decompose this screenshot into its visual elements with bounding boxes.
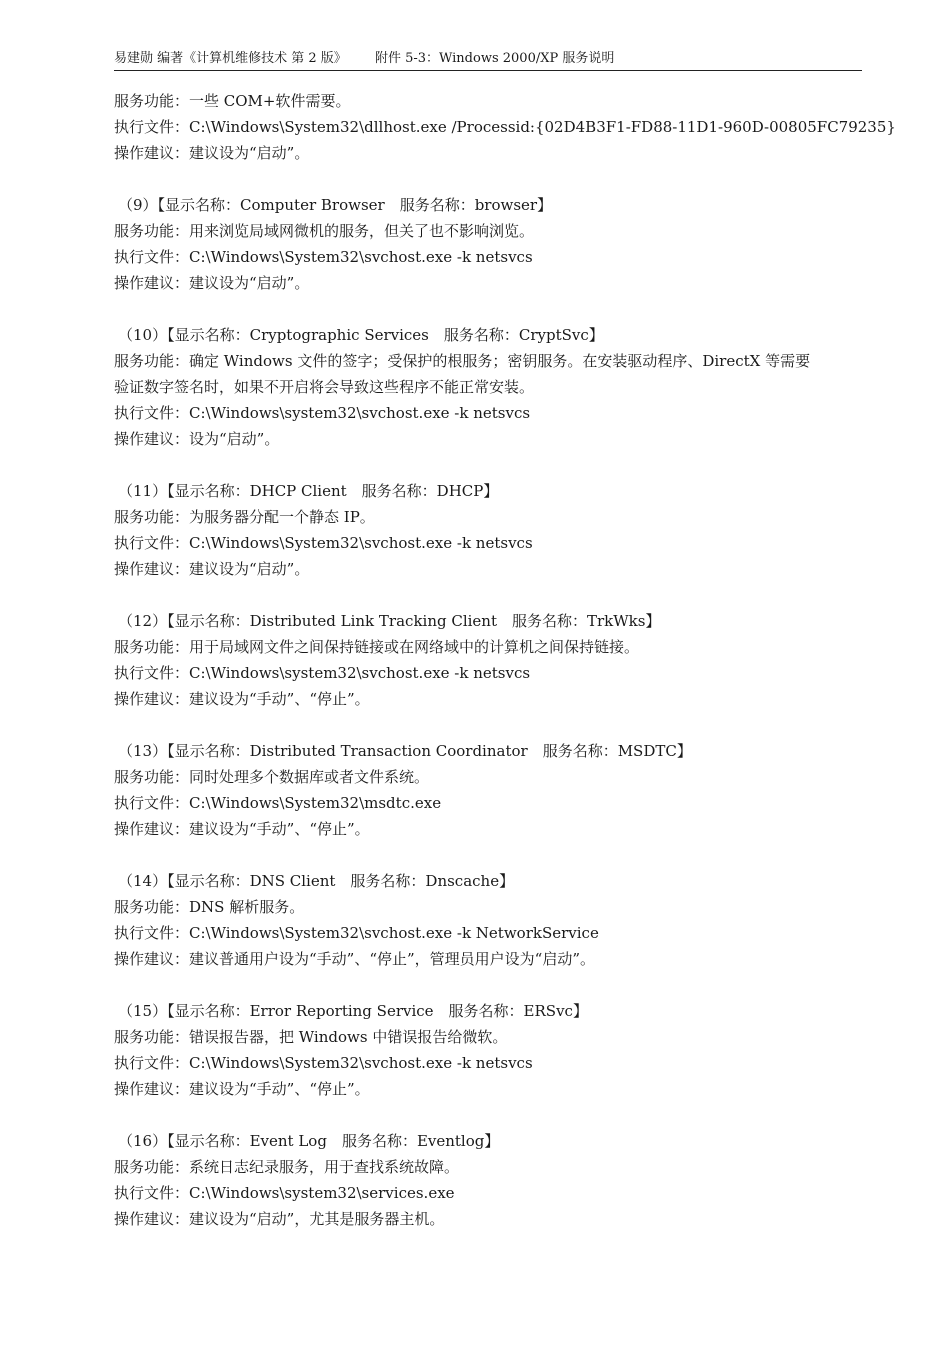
service-block-12 [114,608,874,712]
service-line: 服务功能：用来浏览局域网微机的服务，但关了也不影响浏览。 [114,222,535,240]
service-title: （10）【显示名称：Cryptographic Services 服务名称：CryptSvc】 [118,326,604,344]
section-gap [114,166,874,192]
header-appendix-title: 附件 5-3：Windows 2000/XP 服务说明 [374,51,615,66]
section-gap [114,842,874,868]
service-title: （13）【显示名称：Distributed Transaction Coordinator 服务名称：MSDTC】 [118,742,692,760]
section-gap [114,712,874,738]
service-block-10 [114,322,874,452]
service-line: 服务功能：DNS 解析服务。 [114,898,305,916]
service-line: 执行文件：C:\Windows\System32\svchost.exe -k netsvcs [114,1054,533,1072]
service-line: 服务功能：用于局域网文件之间保持链接或在网络域中的计算机之间保持链接。 [114,638,640,656]
service-line: 服务功能：确定 Windows 文件的签字；受保护的根服务；密钥服务。在安装驱动程序、DirectX 等需要 [114,352,811,370]
service-title: （14）【显示名称：DNS Client 服务名称：Dnscache】 [118,872,515,890]
service-title: （16）【显示名称：Event Log 服务名称：Eventlog】 [118,1132,500,1150]
service-block-16 [114,1128,874,1232]
service-line: 执行文件：C:\Windows\System32\msdtc.exe [114,794,442,812]
service-block-14 [114,868,874,972]
section-gap [114,582,874,608]
service-line: 操作建议：建议设为“手动”、“停止”。 [114,1080,370,1098]
service-block-11 [114,478,874,582]
service-line: 操作建议：建议设为“启动”。 [114,560,310,578]
section-gap [114,972,874,998]
header-book-title: 易建勋 编著《计算机维修技术 第 2 版》 [114,51,347,66]
service-line: 服务功能：同时处理多个数据库或者文件系统。 [114,768,430,786]
intro-file: 执行文件：C:\Windows\System32\dllhost.exe /Processid:{02D4B3F1-FD88-11D1-960D-00805FC79235} [114,118,896,136]
section-gap [114,452,874,478]
service-line: 执行文件：C:\Windows\System32\svchost.exe -k NetworkService [114,924,599,942]
service-line: 操作建议：建议设为“手动”、“停止”。 [114,820,370,838]
service-line: 执行文件：C:\Windows\system32\svchost.exe -k netsvcs [114,664,531,682]
document-body [114,88,896,1232]
service-line: 操作建议：设为“启动”。 [114,430,280,448]
service-title: （15）【显示名称：Error Reporting Service 服务名称：ERSvc】 [118,1002,588,1020]
service-line: 服务功能：系统日志纪录服务，用于查找系统故障。 [114,1158,460,1176]
service-line: 服务功能：为服务器分配一个静态 IP。 [114,508,375,526]
service-line: 验证数字签名时，如果不开启将会导致这些程序不能正常安装。 [114,378,535,396]
service-title: （9）【显示名称：Computer Browser 服务名称：browser】 [118,196,553,214]
intro-advice: 操作建议：建议设为“启动”。 [114,144,310,162]
service-title: （12）【显示名称：Distributed Link Tracking Client 服务名称：TrkWks】 [118,612,661,630]
service-title: （11）【显示名称：DHCP Client 服务名称：DHCP】 [118,482,499,500]
service-line: 执行文件：C:\Windows\system32\services.exe [114,1184,455,1202]
intro-function: 服务功能：一些 COM+软件需要。 [114,92,351,110]
intro-block [114,88,896,166]
service-line: 执行文件：C:\Windows\system32\svchost.exe -k netsvcs [114,404,531,422]
service-block-15 [114,998,874,1102]
service-line: 操作建议：建议设为“手动”、“停止”。 [114,690,370,708]
service-line: 执行文件：C:\Windows\System32\svchost.exe -k netsvcs [114,248,533,266]
service-block-13 [114,738,874,842]
page-header [114,48,862,71]
service-block-9 [114,192,874,296]
service-line: 服务功能：错误报告器，把 Windows 中错误报告给微软。 [114,1028,508,1046]
section-gap [114,1102,874,1128]
service-line: 操作建议：建议设为“启动”。 [114,274,310,292]
service-line: 操作建议：建议设为“启动”，尤其是服务器主机。 [114,1210,445,1228]
service-line: 操作建议：建议普通用户设为“手动”、“停止”，管理员用户设为“启动”。 [114,950,596,968]
section-gap [114,296,874,322]
service-line: 执行文件：C:\Windows\System32\svchost.exe -k netsvcs [114,534,533,552]
